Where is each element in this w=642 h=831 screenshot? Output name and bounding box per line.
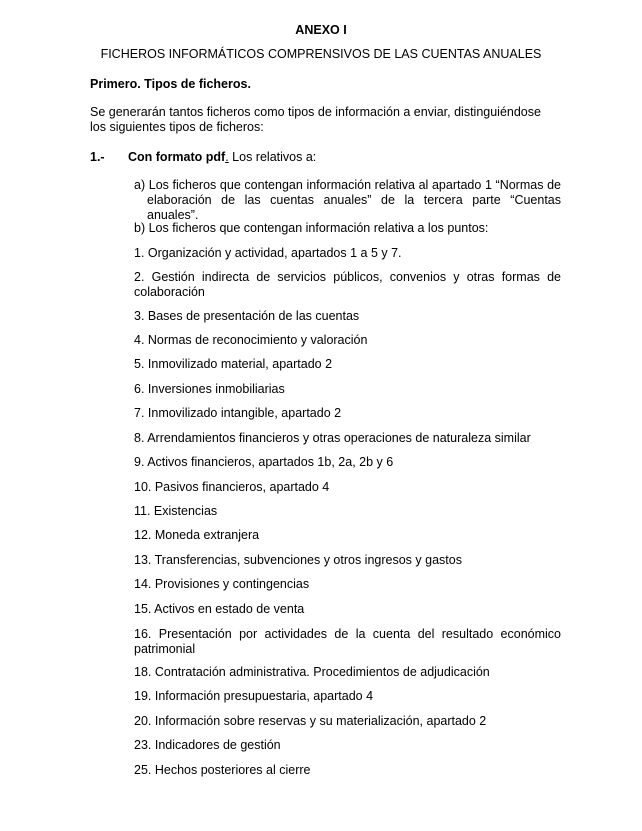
list-item: 7. Inmovilizado intangible, apartado 2 xyxy=(134,406,342,420)
list-item: 16. Presentación por actividades de la cuenta del resultado económico patrimonial xyxy=(134,627,561,656)
list-item: 20. Información sobre reservas y su materialización, apartado 2 xyxy=(134,714,487,728)
list-item: 9. Activos financieros, apartados 1b, 2a, 2b y 6 xyxy=(134,455,394,469)
section-heading: Primero. Tipos de ficheros. xyxy=(90,77,251,91)
list-item: 8. Arrendamientos financieros y otras operaciones de naturaleza similar xyxy=(134,431,531,445)
page-title: ANEXO I xyxy=(295,23,347,37)
list-item: 14. Provisiones y contingencias xyxy=(134,577,310,591)
list-item: 1. Organización y actividad, apartados 1 a 5 y 7. xyxy=(134,246,402,260)
list-item: 23. Indicadores de gestión xyxy=(134,738,281,752)
list-item: 25. Hechos posteriores al cierre xyxy=(134,763,311,777)
intro-paragraph: Se generarán tantos ficheros como tipos de información a enviar, distinguiéndose los siguientes tipos de ficheros: xyxy=(90,105,541,134)
list-item: 12. Moneda extranjera xyxy=(134,528,260,542)
list-item: 10. Pasivos financieros, apartado 4 xyxy=(134,480,330,494)
page-subtitle: FICHEROS INFORMÁTICOS COMPRENSIVOS DE LAS CUENTAS ANUALES xyxy=(100,47,542,61)
sub-item-a: a) Los ficheros que contengan información relativa al apartado 1 “Normas de elaboración de las cuentas anuales” de la tercera parte “Cuentas anuales”. xyxy=(134,178,561,222)
list-item: 5. Inmovilizado material, apartado 2 xyxy=(134,357,333,371)
item-1-heading xyxy=(90,150,560,164)
list-item: 2. Gestión indirecta de servicios públicos, convenios y otras formas de colaboración xyxy=(134,270,561,299)
list-item: 18. Contratación administrativa. Procedimientos de adjudicación xyxy=(134,665,490,679)
item-1-label: Con formato pdf xyxy=(128,150,226,164)
list-item: 4. Normas de reconocimiento y valoración xyxy=(134,333,368,347)
list-item: 13. Transferencias, subvenciones y otros ingresos y gastos xyxy=(134,553,462,567)
item-1-number: 1.- xyxy=(90,150,105,164)
list-item: 3. Bases de presentación de las cuentas xyxy=(134,309,360,323)
sub-item-b: b) Los ficheros que contengan información relativa a los puntos: xyxy=(134,221,489,235)
list-item: 15. Activos en estado de venta xyxy=(134,602,305,616)
list-item: 11. Existencias xyxy=(134,504,218,518)
item-1-dot: . xyxy=(225,150,229,164)
list-item: 19. Información presupuestaria, apartado 4 xyxy=(134,689,374,703)
list-item: 6. Inversiones inmobiliarias xyxy=(134,382,285,396)
item-1-rest: Los relativos a: xyxy=(228,150,317,164)
